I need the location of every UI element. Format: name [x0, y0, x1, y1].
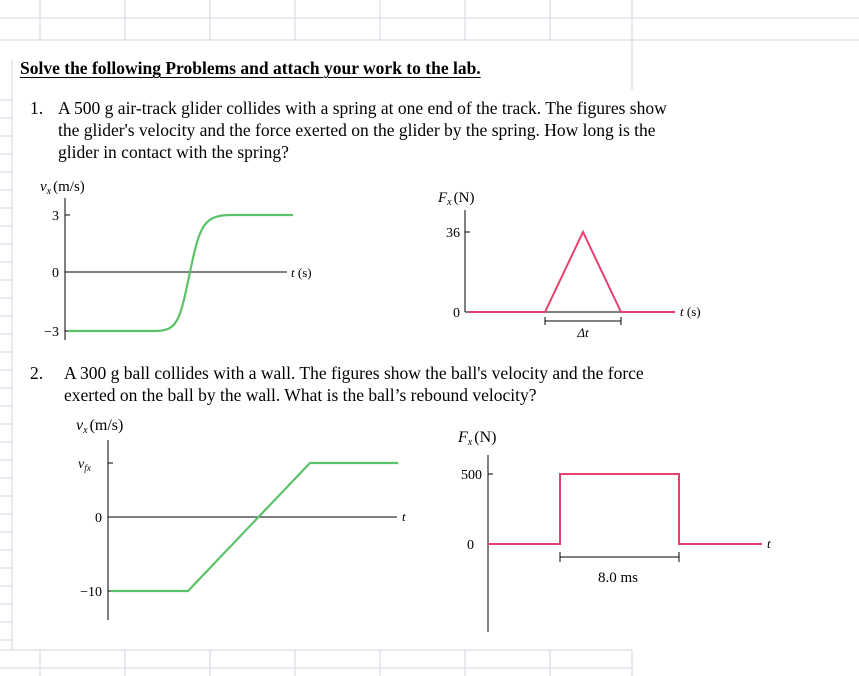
- x-axis-label: t: [402, 509, 406, 524]
- problem-line: A 300 g ball collides with a wall. The figures show the ball's velocity and the force: [64, 363, 644, 383]
- x-axis-label: t: [767, 536, 771, 551]
- page-heading: Solve the following Problems and attach your work to the lab.: [20, 58, 481, 78]
- tick-label: 0: [95, 511, 102, 526]
- interval-label: 8.0 ms: [597, 570, 639, 586]
- x-axis-label: t (s): [680, 304, 701, 319]
- axis-label: vx (m/s): [76, 417, 124, 436]
- tick-label: −10: [80, 585, 102, 600]
- problem-line: glider in contact with the spring?: [58, 142, 289, 162]
- x-axis-label: t (s): [291, 265, 312, 280]
- force-curve: [488, 474, 762, 544]
- problem-line: A 500 g air-track glider collides with a spring at one end of the track. The figures show: [58, 98, 667, 118]
- tick-label: 3: [52, 209, 59, 224]
- tick-label: 0: [467, 538, 474, 553]
- tick-label: 0: [52, 266, 59, 281]
- tick-label: $v_{fx}$: [78, 457, 91, 473]
- tick-label: 0: [453, 306, 460, 321]
- problem-number: 2.: [30, 363, 44, 383]
- tick-label: 500: [461, 468, 482, 483]
- problem-line: the glider's velocity and the force exerted on the glider by the spring. How long is the: [58, 120, 656, 140]
- axis-label: $v_x$ (m/s): [40, 179, 85, 197]
- axis-label: Fx (N): [458, 429, 497, 448]
- interval-label: Δt: [577, 325, 589, 340]
- tick-label: −3: [44, 325, 59, 340]
- tick-label: 36: [446, 226, 460, 241]
- axis-label: $F_x$ (N): [438, 190, 475, 208]
- problem-line: exerted on the ball by the wall. What is the ball’s rebound velocity?: [64, 385, 537, 405]
- problem-number: 1.: [30, 98, 44, 118]
